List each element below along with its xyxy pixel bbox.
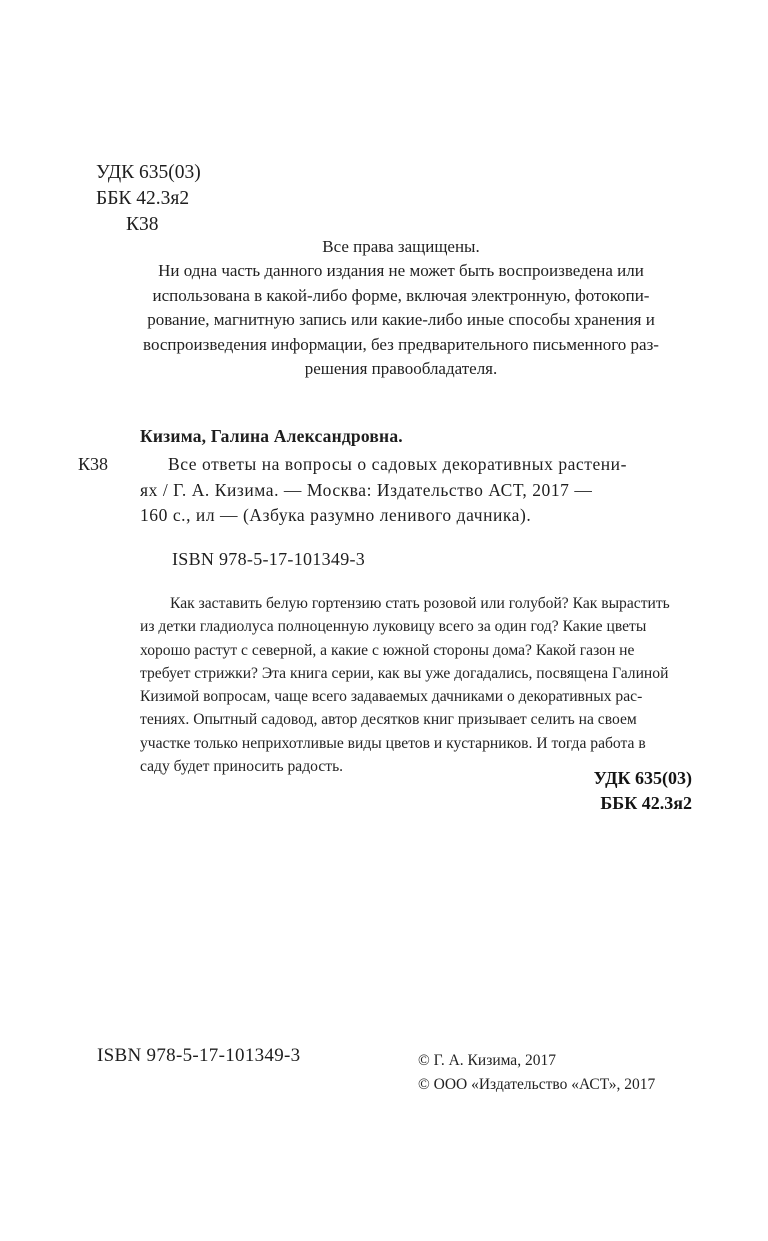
udk-code: УДК 635(03)	[96, 162, 201, 183]
rights-notice-line: рование, магнитную запись или какие-либо иные способы хранения и	[147, 310, 655, 330]
bbk-code-bottom: ББК 42.3я2	[600, 793, 692, 813]
copyright-line: © Г. А. Кизима, 2017	[418, 1052, 556, 1069]
record-description-line: 160 с., ил — (Азбука разумно ленивого дачника).	[140, 505, 532, 525]
record-description	[140, 452, 698, 529]
page-footer	[0, 1045, 768, 1115]
annotation-line: из детки гладиолуса полноценную луковицу всего за один год? Какие цветы	[140, 618, 647, 636]
annotation-line: Кизимой вопросам, чаще всего задаваемых дачниками о декоративных рас-	[140, 688, 643, 706]
rights-notice-line: использована в какой-либо форме, включая электронную, фотокопи-	[152, 285, 650, 305]
record-body	[78, 452, 698, 529]
footer-isbn: ISBN 978-5-17-101349-3	[97, 1045, 301, 1066]
classification-codes-bottom-block	[594, 766, 692, 816]
shelf-mark-code: К38	[126, 214, 159, 235]
rights-notice-title: Все права защищены.	[322, 237, 480, 256]
classification-codes-block	[96, 160, 201, 238]
rights-notice-line: воспроизведения информации, без предварительного письменного раз-	[143, 334, 659, 354]
footer-copyright-block	[418, 1049, 655, 1097]
bibliographic-record	[78, 424, 698, 529]
copyright-line: © ООО «Издательство «АСТ», 2017	[418, 1076, 656, 1093]
record-description-line: Все ответы на вопросы о садовых декоративных растени-	[168, 454, 627, 474]
annotation-line: хорошо растут с северной, а какие с южной стороны дома? Какой газон не	[140, 641, 635, 659]
rights-notice-line: решения правообладателя.	[304, 359, 498, 379]
record-description-line: ях / Г. А. Кизима. — Москва: Издательство АСТ, 2017 —	[140, 479, 593, 500]
bbk-code: ББК 42.3я2	[96, 188, 190, 209]
annotation-line: саду будет приносить радость.	[140, 758, 344, 776]
rights-notice-block	[110, 235, 692, 381]
record-isbn: ISBN 978-5-17-101349-3	[172, 549, 366, 569]
annotation-paragraph	[140, 592, 696, 778]
record-author: Кизима, Галина Александровна.	[140, 426, 403, 446]
annotation-line: требует стрижки? Эта книга серии, как вы уже догадались, посвящена Галиной	[140, 664, 669, 682]
rights-notice-line: Ни одна часть данного издания не может быть воспроизведена или	[158, 261, 644, 281]
annotation-line: тениях. Опытный садовод, автор десятков книг призывает селить на своем	[140, 711, 637, 729]
annotation-line: участке только неприхотливые виды цветов и кустарников. И тогда работа в	[140, 734, 646, 752]
record-shelf-mark: К38	[78, 454, 109, 474]
udk-code-bottom: УДК 635(03)	[593, 768, 692, 788]
annotation-line: Как заставить белую гортензию стать розовой или голубой? Как вырастить	[170, 595, 670, 612]
